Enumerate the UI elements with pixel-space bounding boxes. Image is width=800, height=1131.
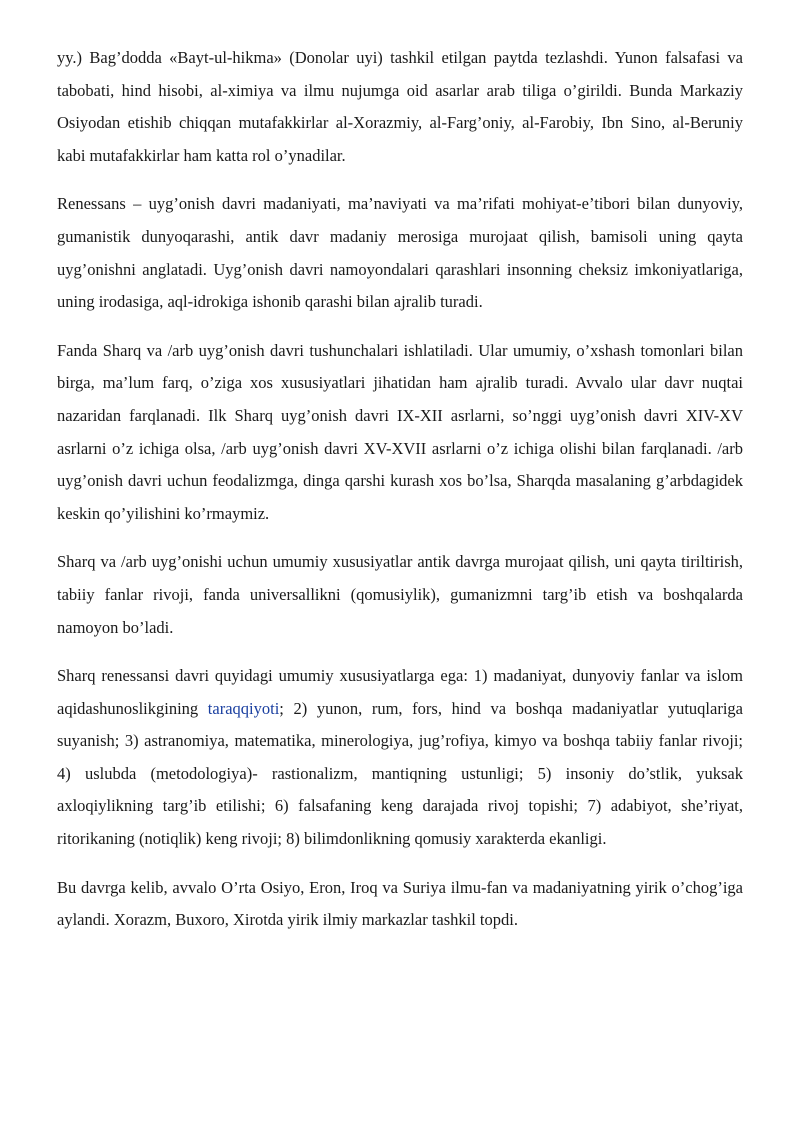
paragraph-scientific-centers: Bu davrga kelib, avvalo O’rta Osiyo, Eron, Iroq va Suriya ilmu-fan va madaniyatning yirik o’chog’iga aylandi. Xorazm, Buxoro, Xirotda yirik ilmiy markazlar tashkil topdi.: [57, 877, 743, 930]
paragraph-sharq-renessans-features: [57, 660, 743, 856]
paragraph-text-after-link: ; 2) yunon, rum, fors, hind va boshqa madaniyatlar yutuqlariga suyanish; 3) astranomiya, matematika, minerologiya, jug’rofiya, kimyo va boshqa tabiiy fanlar rivoji; 4) uslubda (metodologiya)- rastionalizm, mantiqning ustunligi; 5) insoniy do’stlik, yuksak axloqiylikning targ’ib etilishi; 6) falsafaning keng darajada rivoj topishi; 7) adabiyot, she’riyat, ritorikaning (notiqlik) keng rivoji; 8) bilimdonlikning qomusiy xarakterda ekanligi.: [57, 698, 743, 849]
paragraph-sharq-garb-differences: Fanda Sharq va /arb uyg’onish davri tushunchalari ishlatiladi. Ular umumiy, o’xshash tomonlari bilan birga, ma’lum farq, o’ziga xos xususiyatlari jihatidan ham ajralib turadi. Avvalo ular davr nuqtai nazaridan farqlanadi. Ilk Sharq uyg’onish davri IX-XII asrlarni, so’nggi uyg’onish davri XIV-XV asrlarni o’z ichiga olsa, /arb uyg’onish davri XV-XVII asrlarni o’z ichiga olishi bilan farqlanadi. /arb uyg’onish davri uchun feodalizmga, dinga qarshi kurash xos bo’lsa, Sharqda masalaning g’arbdagidek keskin qo’yilishini ko’rmaymiz.: [57, 340, 743, 523]
paragraph-common-features: Sharq va /arb uyg’onishi uchun umumiy xususiyatlar antik davrga murojaat qilish, uni qayta tiriltirish, tabiiy fanlar rivoji, fanda universallikni (qomusiylik), gumanizmni targ’ib etish va boshqalarda namoyon bo’ladi.: [57, 552, 743, 637]
paragraph-text-before-link: Sharq renessansi davri quyidagi umumiy xususiyatlarga ega: 1) madaniyat, dunyoviy fanlar va islom aqidashunoslikgining: [57, 666, 743, 718]
paragraph-renessans-definition: Renessans – uyg’onish davri madaniyati, ma’naviyati va ma’rifati mohiyat-e’tibori bilan dunyoviy, gumanistik dunyoqarashi, antik davr madaniy merosiga murojaat qilish, bamisoli uning qayta uyg’onishni anglatadi. Uyg’onish davri namoyondalari qarashlari insonning cheksiz imkoniyatlariga, uning irodasiga, aql-idrokiga ishonib qarashi bilan ajralib turadi.: [57, 194, 743, 312]
document-page: [57, 42, 743, 953]
paragraph-bayt-ul-hikma: yy.) Bag’dodda «Bayt-ul-hikma» (Donolar uyi) tashkil etilgan paytda tezlashdi. Yunon falsafasi va tabobati, hind hisobi, al-ximiya va ilmu nujumga oid asarlar arab tiliga o’girildi. Bunda Markaziy Osiyodan etishib chiqqan mutafakkirlar al-Xorazmiy, al-Farg’oniy, al-Farobiy, Ibn Sino, al-Beruniy kabi mutafakkirlar ham katta rol o’ynadilar.: [57, 48, 743, 165]
taraqqiyoti-link[interactable]: taraqqiyoti: [207, 698, 280, 718]
